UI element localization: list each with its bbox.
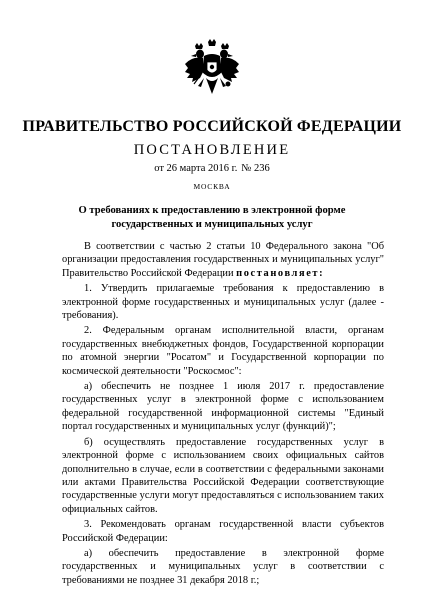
paragraph-2a: а) обеспечить не позднее 1 июля 2017 г. предоставление государственных услуг в электронной форме с использованием федеральной государственной информационной системы "Единый портал государственных и муниципальных услуг (функций)"; — [62, 381, 384, 433]
document-body — [62, 240, 384, 589]
paragraph-1: 1. Утвердить прилагаемые требования к предоставлению в электронной форме государственных и муниципальных услуг (далее - требования). — [62, 283, 384, 322]
document-date: от 26 марта 2016 г. — [154, 163, 238, 174]
government-name: ПРАВИТЕЛЬСТВО РОССИЙСКОЙ ФЕДЕРАЦИИ — [22, 118, 402, 135]
paragraph-2b: б) осуществлять предоставление государственных услуг в электронной форме с использованием своих официальных сайтов дополнительно в случае, если в соответствии с федеральными законами или актами Правительства Российской Федерации соответствующие государственные услуги могут предоставляться с использованием таких официальных сайтов. — [62, 436, 384, 515]
document-title: О требованиях к предоставлению в электронной форме государственных и муниципальных услуг — [78, 205, 346, 230]
intro-text: В соответствии с частью 2 статьи 10 Федерального закона "Об организации предоставления государственных и муниципальных услуг" Правительство Российской Федерации — [62, 241, 384, 279]
document-number: № 236 — [241, 163, 270, 174]
paragraph-3a: а) обеспечить предоставление в электронной форме государственных и муниципальных услуг в соответствии с требованиями не позднее 31 декабря 2018 г.; — [62, 547, 384, 586]
resolve-word: постановляет: — [236, 267, 325, 279]
russian-coat-of-arms-icon — [182, 38, 242, 100]
paragraph-2: 2. Федеральным органам исполнительной власти, органам государственных внебюджетных фондов, Государственной корпорации по атомной энергии "Росатом" и Государственной корпорации по космической деятельности "Роскосмос": — [62, 325, 384, 377]
paragraph-3: 3. Рекомендовать органам государственной власти субъектов Российской Федерации: — [62, 519, 384, 544]
document-city: МОСКВА — [193, 182, 231, 191]
document-type: ПОСТАНОВЛЕНИЕ — [133, 142, 291, 158]
document-date-line — [0, 163, 424, 174]
paragraph-intro — [62, 240, 384, 280]
